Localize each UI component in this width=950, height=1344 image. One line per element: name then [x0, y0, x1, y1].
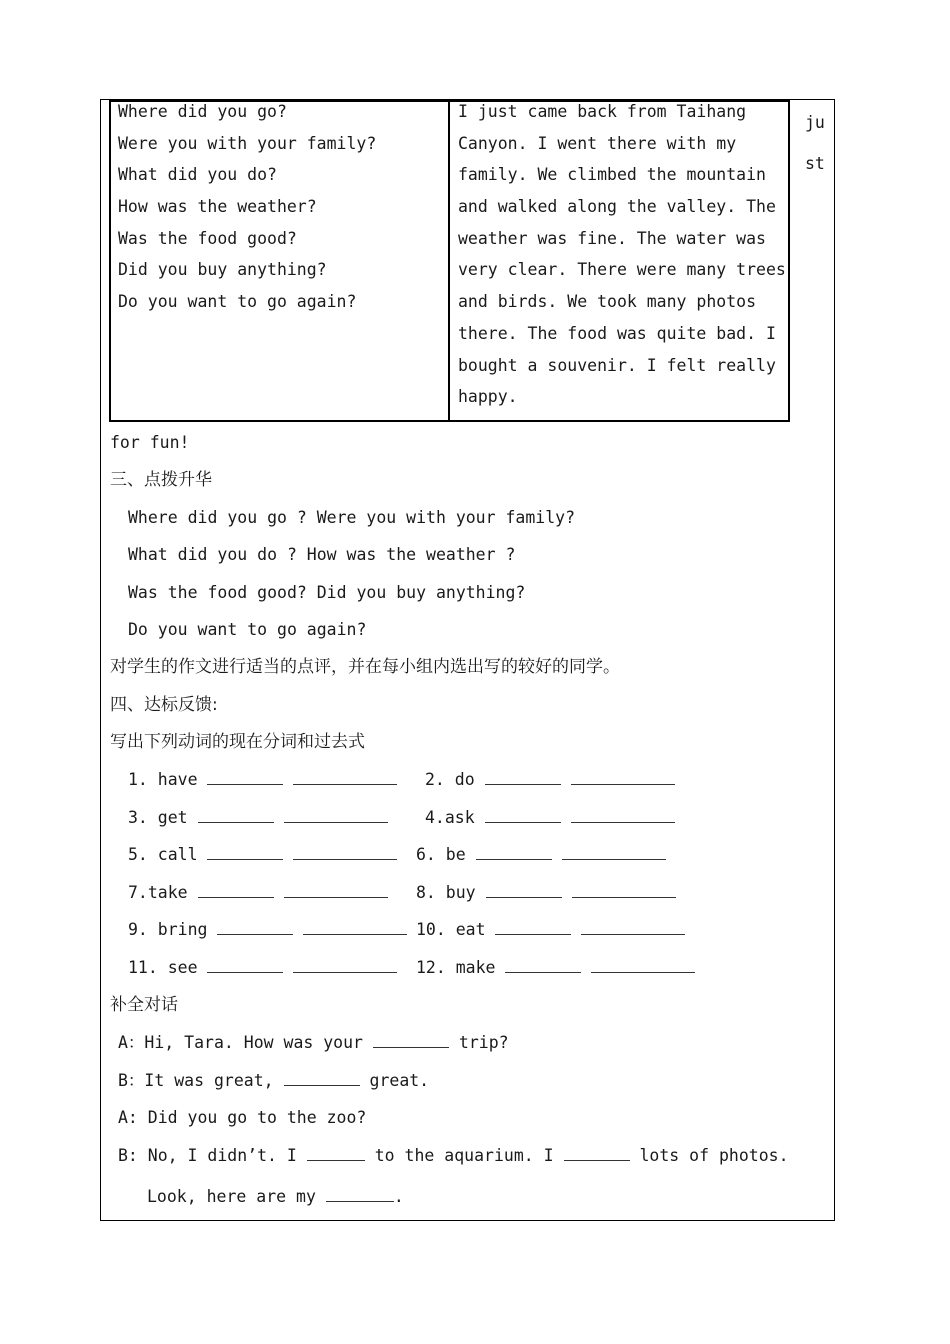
dialogue-text: to the aquarium. I	[374, 1146, 554, 1165]
verb-label: 1. have	[128, 770, 198, 789]
passage-line: bought a souvenir. I felt really	[458, 355, 776, 375]
verb-label: 4.ask	[425, 808, 475, 827]
answer-blank[interactable]	[198, 808, 274, 823]
verb-label: 10. eat	[416, 920, 486, 939]
section3-title: 三、点拨升华	[110, 470, 212, 490]
verb-label: 3. get	[128, 808, 188, 827]
verb-item	[416, 845, 676, 865]
dialogue-text: Look, here are my	[147, 1187, 316, 1206]
dialogue-text: A：Hi, Tara. How was your	[118, 1033, 363, 1052]
question: Where did you go?	[118, 102, 287, 121]
section3-line: Where did you go ? Were you with your family?	[128, 508, 576, 527]
answer-blank[interactable]	[293, 770, 397, 785]
dialogue-text: trip?	[458, 1033, 509, 1052]
dialogue-title: 补全对话	[110, 995, 178, 1015]
answer-blank[interactable]	[307, 1146, 365, 1161]
side-column	[805, 102, 829, 184]
answer-blank[interactable]	[495, 920, 571, 935]
passage-line: I just came back from Taihang	[458, 102, 747, 121]
dialogue-line	[147, 1187, 404, 1207]
dialogue-text: .	[393, 1187, 404, 1206]
passage-line: very clear. There were many trees	[458, 260, 786, 280]
section3-line: What did you do ? How was the weather ?	[128, 545, 516, 564]
side-fragment: ju	[805, 113, 825, 132]
passage-column	[458, 100, 788, 417]
answer-blank[interactable]	[217, 920, 293, 935]
question: Did you buy anything?	[118, 260, 327, 280]
passage-line: weather was fine. The water was	[458, 228, 766, 248]
answer-blank[interactable]	[571, 770, 675, 785]
answer-blank[interactable]	[207, 770, 283, 785]
verb-item	[416, 920, 695, 940]
passage-line: and walked along the valley. The	[458, 197, 776, 217]
verb-item	[416, 958, 705, 978]
section3-note: 对学生的作文进行适当的点评，并在每小组内选出写的较好的同学。	[110, 657, 620, 677]
answer-blank[interactable]	[591, 958, 695, 973]
section4-title: 四、达标反馈:	[110, 695, 218, 715]
verb-label: 11. see	[128, 958, 198, 977]
verb-label: 5. call	[128, 845, 198, 864]
answer-blank[interactable]	[207, 845, 283, 860]
answer-blank[interactable]	[207, 958, 283, 973]
dialogue-line	[118, 1071, 429, 1091]
verb-item	[128, 770, 407, 790]
side-fragment: st	[805, 154, 825, 173]
section3-line: Do you want to go again?	[128, 620, 367, 639]
verb-label: 6. be	[416, 845, 466, 864]
answer-blank[interactable]	[293, 958, 397, 973]
passage-line: family. We climbed the mountain	[458, 165, 766, 185]
verb-item	[128, 920, 417, 940]
answer-blank[interactable]	[572, 883, 676, 898]
answer-blank[interactable]	[284, 1071, 360, 1086]
answer-blank[interactable]	[373, 1033, 449, 1048]
passage-line: Canyon. I went there with my	[458, 133, 737, 153]
question: Do you want to go again?	[118, 292, 357, 312]
dialogue-text: B: No, I didn’t. I	[118, 1146, 297, 1165]
answer-blank[interactable]	[505, 958, 581, 973]
passage-line: there. The food was quite bad. I	[458, 323, 776, 343]
verb-item	[425, 770, 685, 790]
answer-blank[interactable]	[303, 920, 407, 935]
verb-item	[128, 845, 407, 865]
verb-item	[128, 958, 407, 978]
answer-blank[interactable]	[284, 808, 388, 823]
questions-column	[118, 100, 438, 322]
dialogue-text: great.	[369, 1071, 430, 1090]
answer-blank[interactable]	[581, 920, 685, 935]
answer-blank[interactable]	[284, 883, 388, 898]
dialogue-line	[118, 1033, 509, 1053]
question: How was the weather?	[118, 197, 317, 217]
passage-line: happy.	[458, 387, 518, 407]
table-divider	[448, 100, 450, 422]
verb-label: 9. bring	[128, 920, 208, 939]
verb-label: 7.take	[128, 883, 188, 902]
verb-label: 8. buy	[416, 883, 476, 902]
answer-blank[interactable]	[485, 808, 561, 823]
for-fun-text: for fun!	[110, 433, 190, 452]
dialogue-text: B：It was great,	[118, 1071, 274, 1090]
answer-blank[interactable]	[562, 845, 666, 860]
answer-blank[interactable]	[198, 883, 274, 898]
answer-blank[interactable]	[476, 845, 552, 860]
dialogue-text: lots of photos.	[639, 1146, 789, 1165]
answer-blank[interactable]	[564, 1146, 630, 1161]
verb-item	[128, 883, 398, 903]
verb-item	[425, 808, 685, 828]
verb-item	[416, 883, 686, 903]
question: What did you do?	[118, 165, 277, 185]
dialogue-line: A: Did you go to the zoo?	[118, 1108, 367, 1127]
question: Were you with your family?	[118, 133, 377, 153]
answer-blank[interactable]	[485, 770, 561, 785]
verb-item	[128, 808, 398, 828]
verb-label: 2. do	[425, 770, 475, 789]
passage-line: and birds. We took many photos	[458, 292, 757, 312]
section4-instruction: 写出下列动词的现在分词和过去式	[110, 732, 365, 752]
answer-blank[interactable]	[326, 1187, 394, 1202]
answer-blank[interactable]	[486, 883, 562, 898]
verb-label: 12. make	[416, 958, 496, 977]
dialogue-line	[118, 1146, 789, 1166]
section3-line: Was the food good? Did you buy anything?	[128, 583, 526, 602]
question: Was the food good?	[118, 228, 297, 248]
answer-blank[interactable]	[293, 845, 397, 860]
answer-blank[interactable]	[571, 808, 675, 823]
